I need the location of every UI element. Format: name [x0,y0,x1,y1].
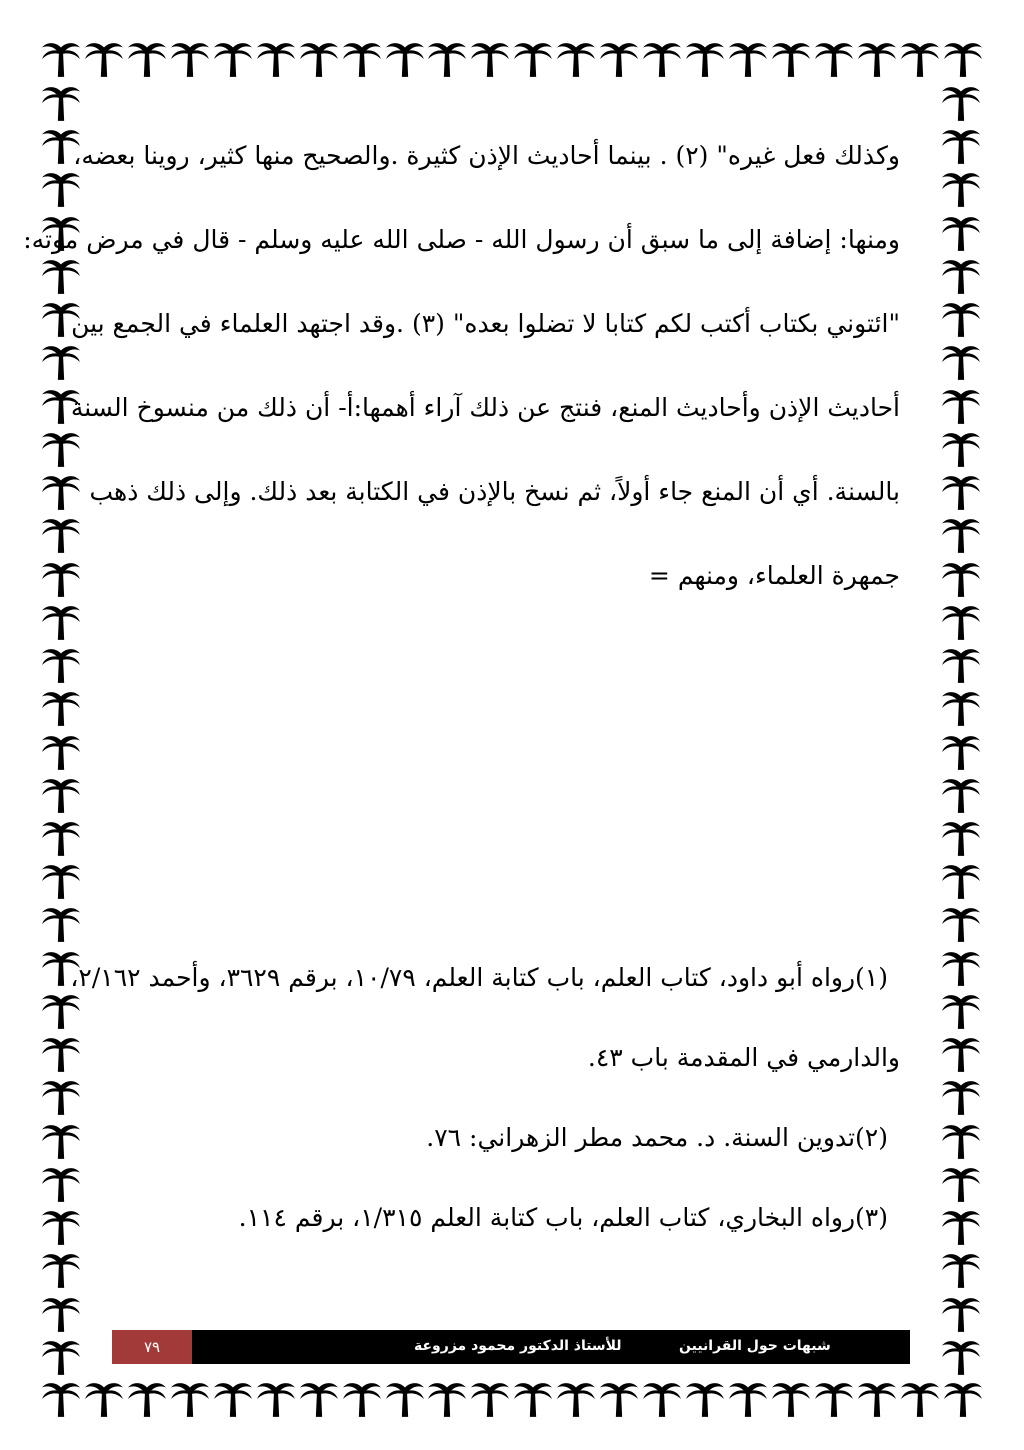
footnote-3: (٣)رواه البخاري، كتاب العلم، باب كتابة العلم ١/٣١٥، برقم ١١٤. [238,1203,888,1232]
palm-tree-icon [727,1378,769,1420]
border-top [40,38,984,82]
palm-tree-icon [940,990,982,1032]
palm-tree-icon [856,1378,898,1420]
palm-tree-icon [169,1378,211,1420]
palm-tree-icon [940,1336,982,1378]
palm-tree-icon [212,38,254,80]
palm-tree-icon [684,38,726,80]
palm-tree-icon [426,38,468,80]
border-right [940,82,984,1378]
palm-tree-icon [940,817,982,859]
palm-tree-icon [940,514,982,556]
body-line: ومنها: إضافة إلى ما سبق أن رسول الله - صلى الله عليه وسلم - قال في مرض موته: [23,225,900,254]
palm-tree-icon [813,38,855,80]
palm-tree-icon [598,1378,640,1420]
palm-tree-icon [899,1378,941,1420]
palm-tree-icon [942,1378,984,1420]
palm-tree-icon [40,1206,82,1248]
palm-tree-icon [40,644,82,686]
body-line: وكذلك فعل غيره" (٢) . بينما أحاديث الإذن كثيرة .والصحيح منها كثير، روينا بعضه، [73,141,900,170]
palm-tree-icon [942,38,984,80]
palm-tree-icon [384,1378,426,1420]
footnote-2: (٢)تدوين السنة. د. محمد مطر الزهراني: ٧٦. [426,1123,888,1152]
palm-tree-icon [40,903,82,945]
palm-tree-icon [83,1378,125,1420]
palm-tree-icon [255,1378,297,1420]
palm-tree-icon [298,1378,340,1420]
palm-tree-icon [940,341,982,383]
palm-tree-icon [40,82,82,124]
palm-tree-icon [940,1033,982,1075]
palm-tree-icon [512,1378,554,1420]
palm-tree-icon [940,947,982,989]
palm-tree-icon [598,38,640,80]
palm-tree-icon [469,38,511,80]
palm-tree-icon [940,1293,982,1335]
palm-tree-icon [856,38,898,80]
palm-tree-icon [40,1249,82,1291]
palm-tree-icon [40,860,82,902]
body-line: جمهرة العلماء، ومنهم = [648,561,900,590]
palm-tree-icon [940,298,982,340]
palm-tree-icon [384,38,426,80]
body-line: بالسنة. أي أن المنع جاء أولاً، ثم نسخ بالإذن في الكتابة بعد ذلك. وإلى ذلك ذهب [89,477,900,506]
palm-tree-icon [40,1293,82,1335]
palm-tree-icon [770,38,812,80]
palm-tree-icon [940,168,982,210]
palm-tree-icon [469,1378,511,1420]
footnotes [70,950,900,1270]
palm-tree-icon [40,471,82,513]
footnote-1-continued: والدارمي في المقدمة باب ٤٣. [587,1043,900,1072]
palm-tree-icon [940,644,982,686]
palm-tree-icon [940,471,982,513]
palm-tree-icon [899,38,941,80]
palm-tree-icon [940,1163,982,1205]
palm-tree-icon [684,1378,726,1420]
palm-tree-icon [341,38,383,80]
palm-tree-icon [940,687,982,729]
palm-tree-icon [126,1378,168,1420]
border-left [40,82,84,1378]
palm-tree-icon [40,817,82,859]
palm-tree-icon [940,903,982,945]
palm-tree-icon [940,212,982,254]
palm-tree-icon [255,38,297,80]
palm-tree-icon [940,1120,982,1162]
page-number: ٧٩ [112,1330,192,1364]
palm-tree-icon [770,1378,812,1420]
palm-tree-icon [40,1033,82,1075]
palm-tree-icon [40,1120,82,1162]
palm-tree-icon [555,1378,597,1420]
palm-tree-icon [940,125,982,167]
palm-tree-icon [212,1378,254,1420]
body-line: أحاديث الإذن وأحاديث المنع، فنتج عن ذلك آراء أهمها:أ- أن ذلك من منسوخ السنة [70,393,900,422]
palm-tree-icon [940,731,982,773]
footer-author: للأستاذ الدكتور محمود مزروعة [414,1338,622,1354]
palm-tree-icon [940,1206,982,1248]
palm-tree-icon [940,1249,982,1291]
palm-tree-icon [940,255,982,297]
palm-tree-icon [940,860,982,902]
palm-tree-icon [40,38,82,80]
palm-tree-icon [40,601,82,643]
palm-tree-icon [940,385,982,427]
palm-tree-icon [641,38,683,80]
border-bottom [40,1378,984,1422]
palm-tree-icon [940,601,982,643]
palm-tree-icon [40,774,82,816]
palm-tree-icon [940,428,982,470]
palm-tree-icon [727,38,769,80]
palm-tree-icon [940,558,982,600]
footer-bar [112,1330,910,1364]
palm-tree-icon [40,558,82,600]
palm-tree-icon [40,731,82,773]
palm-tree-icon [512,38,554,80]
palm-tree-icon [426,1378,468,1420]
palm-tree-icon [40,1163,82,1205]
palm-tree-icon [940,774,982,816]
palm-tree-icon [341,1378,383,1420]
palm-tree-icon [169,38,211,80]
footer-book-title: شبهات حول القرانيين [679,1338,831,1354]
palm-tree-icon [40,1378,82,1420]
palm-tree-icon [40,1076,82,1118]
body-line: "ائتوني بكتاب أكتب لكم كتابا لا تضلوا بعده" (٣) .وقد اجتهد العلماء في الجمع بين [71,309,900,338]
footnote-1: (١)رواه أبو داود، كتاب العلم، باب كتابة العلم، ١٠/٧٩، برقم ٣٦٢٩، وأحمد ٢/١٦٢، [70,963,888,992]
palm-tree-icon [641,1378,683,1420]
palm-tree-icon [940,82,982,124]
palm-tree-icon [126,38,168,80]
palm-tree-icon [940,1076,982,1118]
palm-tree-icon [298,38,340,80]
palm-tree-icon [40,687,82,729]
palm-tree-icon [813,1378,855,1420]
palm-tree-icon [40,514,82,556]
body-text [23,128,900,632]
palm-tree-icon [40,1336,82,1378]
palm-tree-icon [555,38,597,80]
palm-tree-icon [83,38,125,80]
